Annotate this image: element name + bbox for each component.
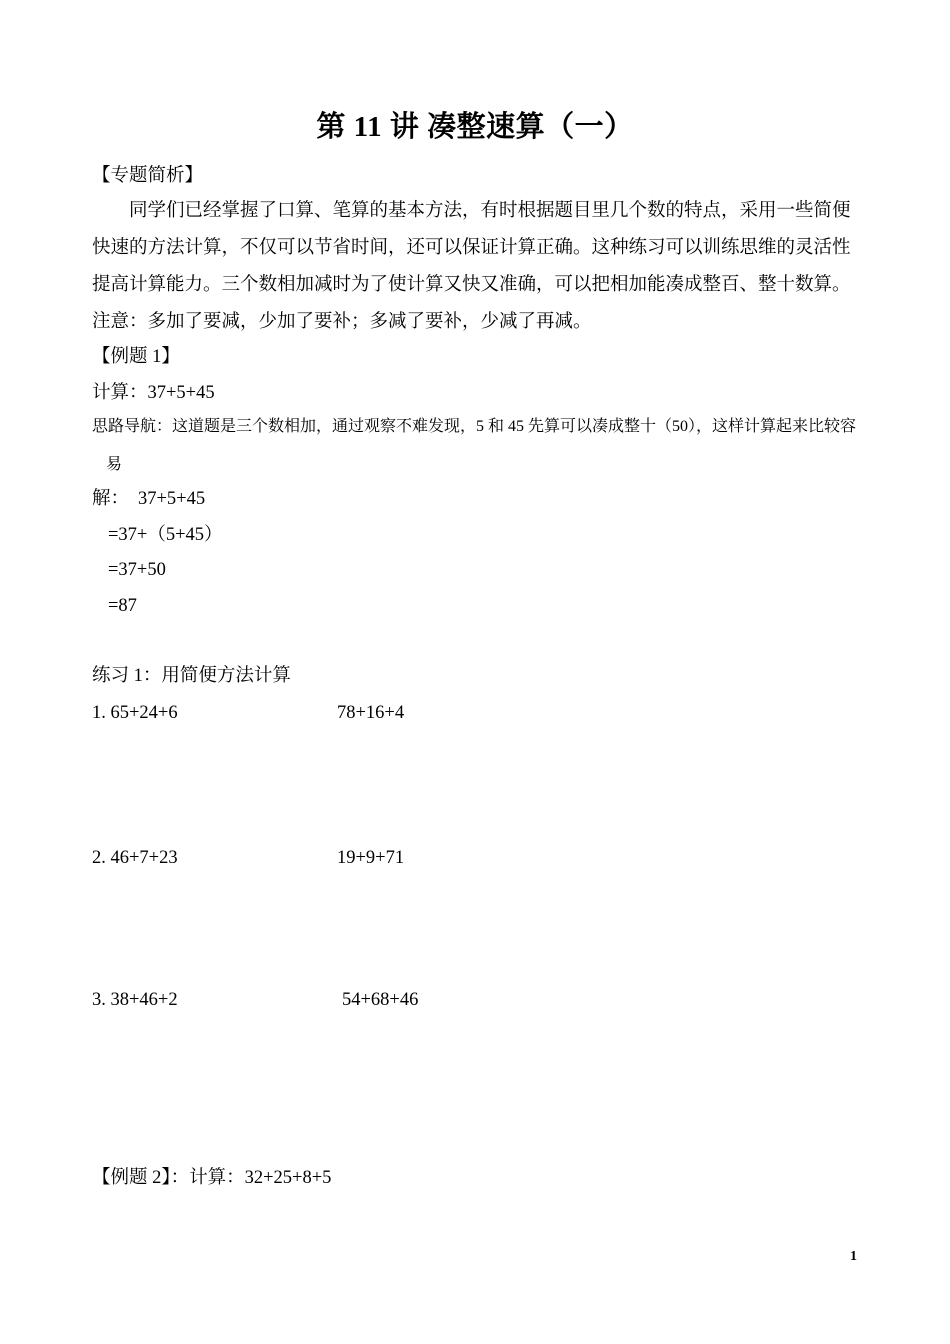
practice1-row1-left: 1. 65+24+6 [92,703,178,723]
intro-line-1: 同学们已经掌握了口算、笔算的基本方法，有时根据题目里几个数的特点，采用一些简便 [129,201,851,221]
intro-line-4: 注意：多加了要减，少加了要补；多减了要补，少减了再减。 [92,312,592,332]
example1-problem: 计算：37+5+45 [92,383,215,403]
intro-line-2: 快速的方法计算，不仅可以节省时间，还可以保证计算正确。这种练习可以训练思维的灵活性 [92,238,851,258]
practice1-header: 练习 1：用简便方法计算 [92,666,291,686]
example1-hint-line2: 易 [106,456,123,473]
page-title: 第 11 讲 凑整速算（一） [316,111,634,143]
practice1-row3-left: 3. 38+46+2 [92,990,178,1010]
solution-step-1: =37+（5+45） [108,525,223,545]
solution-label: 解： [92,489,130,509]
practice1-row2-left: 2. 46+7+23 [92,848,178,868]
example1-hint-line1: 思路导航：这道题是三个数相加，通过观察不难发现，5 和 45 先算可以凑成整十（50），这样计算起来比较容 [92,418,857,435]
intro-line-3: 提高计算能力。三个数相加减时为了使计算又快又准确，可以把相加能凑成整百、整十数算。 [92,275,851,295]
solution-first-line: 37+5+45 [138,489,206,509]
example2-line: 【例题 2】：计算：32+25+8+5 [92,1168,332,1188]
practice1-row1-right: 78+16+4 [337,703,405,723]
topic-header: 【专题简析】 [92,166,204,186]
solution-step-2: =37+50 [108,560,166,580]
solution-step-3: =87 [108,596,137,616]
page-number: 1 [850,1249,857,1264]
example1-header: 【例题 1】 [92,347,180,367]
practice1-row3-right: 54+68+46 [342,990,419,1010]
practice1-row2-right: 19+9+71 [337,848,405,868]
